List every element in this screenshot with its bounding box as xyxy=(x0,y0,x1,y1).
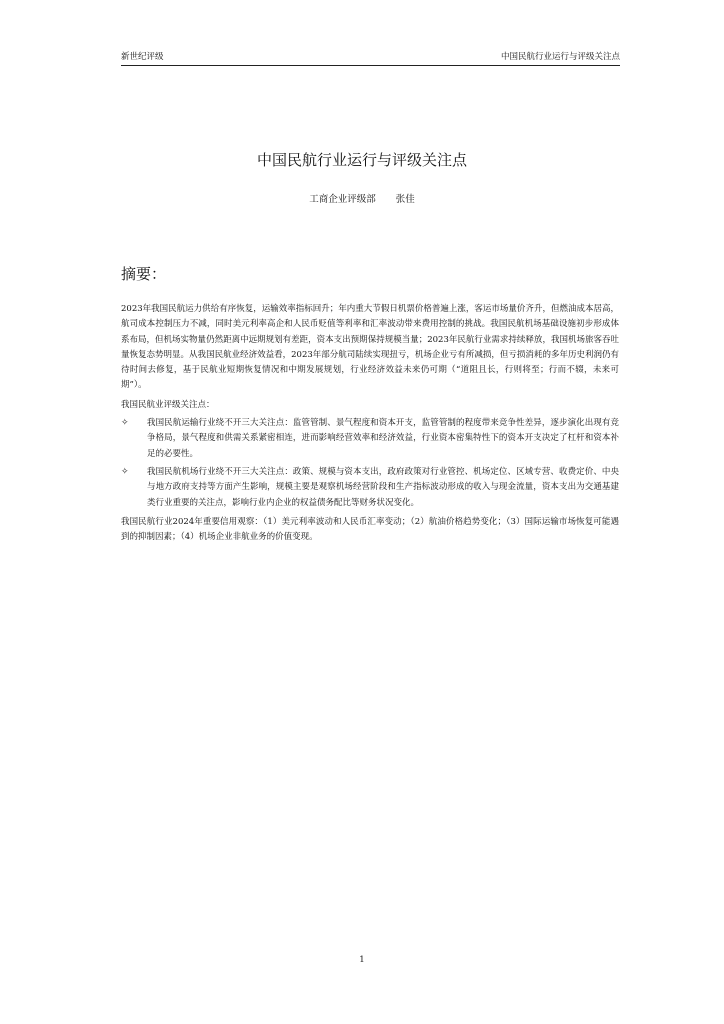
byline xyxy=(0,193,724,207)
diamond-bullet-icon: ✧ xyxy=(121,466,129,477)
credit-observation-paragraph: 我国民航行业2024年重要信用观察：（1）美元利率波动和人民币汇率变动；（2）航油价格趋势变化；（3）国际运输市场恢复可能遇到的抑制因素；（4）机场企业非航业务的价值变现。 xyxy=(121,516,619,543)
page-number: 1 xyxy=(359,955,365,965)
bullet-text: 我国民航机场行业绕不开三大关注点：政策、规模与资本支出，政府政策对行业管控、机场定位、区域专营、收费定价、中央与地方政府支持等方面产生影响，规模主要是观察机场经营阶段和生产指标波动形成的收入与现金流量，资本支出为交通基建类行业重要的关注点，影响行业内企业的权益债务配比等财务状况变化。 xyxy=(147,466,619,508)
bullet-text: 我国民航运输行业绕不开三大关注点：监管管制、景气程度和资本开支，监管管制的程度带来竞争性差异，逐步演化出现有竞争格局，景气程度和供需关系紧密相连，进而影响经营效率和经济效益，行业资本密集特性下的资本开支决定了杠杆和资本补足的必要性。 xyxy=(147,418,619,459)
department-name: 工商企业评级部 xyxy=(309,194,376,205)
diamond-bullet-icon: ✧ xyxy=(121,418,129,429)
bullet-item-airport xyxy=(121,465,619,511)
abstract-heading: 摘要： xyxy=(121,265,167,283)
bullet-item-transport xyxy=(121,416,619,462)
page-header xyxy=(121,51,620,66)
header-publisher: 新世纪评级 xyxy=(121,52,164,62)
header-document-title: 中国民航行业运行与评级关注点 xyxy=(500,52,620,62)
abstract-paragraph: 2023年我国民航运力供给有序恢复，运输效率指标回升；年内重大节假日机票价格普遍上涨，客运市场量价齐升，但燃油成本居高，航司成本控制压力不减，同时美元利率高企和人民币贬值等利率和汇率波动带来费用控制的挑战。我国民航机场基础设施初步形成体系布局，但机场实物量仍然距离中远期规划有差距，资本支出预期保持规模当量；2023年民航行业需求持续释放，我国机场旅客吞吐量恢复态势明显。从我国民航业经济效益看，2023年部分航司陆续实现扭亏，机场企业亏有所减损，但亏损消耗的多年历史利润仍有待时间去修复，基于民航业短期恢复情况和中期发展规划，行业经济效益未来仍可期（“道阻且长，行则将至；行而不辍，未来可期”）。 xyxy=(121,304,619,391)
abstract-body xyxy=(121,302,619,546)
document-title: 中国民航行业运行与评级关注点 xyxy=(256,151,467,169)
author-name: 张佳 xyxy=(395,194,415,205)
focus-points-intro: 我国民航业评级关注点： xyxy=(121,399,215,410)
